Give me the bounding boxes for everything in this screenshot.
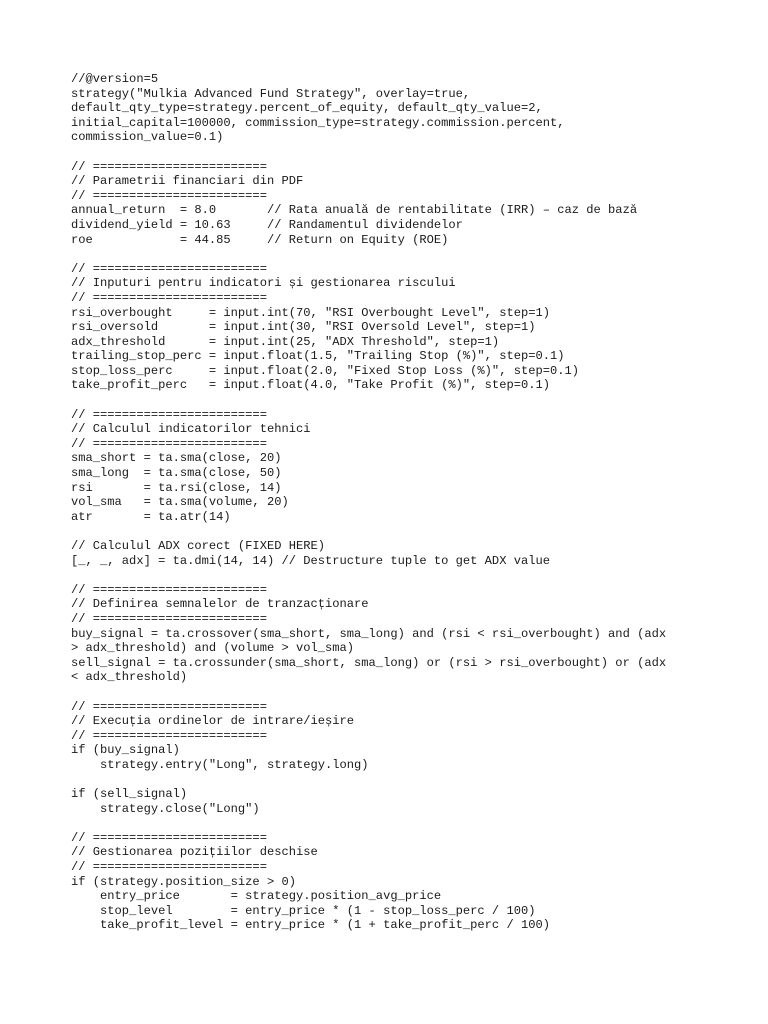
code-line: [_, _, adx] = ta.dmi(14, 14) // Destructure tuple to get ADX value	[71, 553, 550, 568]
code-line: // ========================	[71, 611, 267, 626]
code-line	[71, 145, 701, 160]
code-line: // ========================	[71, 261, 267, 276]
code-line	[71, 773, 701, 788]
code-line: default_qty_type=strategy.percent_of_equity, default_qty_value=2,	[71, 101, 543, 116]
code-line: rsi_overbought = input.int(70, "RSI Overbought Level", step=1)	[71, 305, 550, 320]
code-line: entry_price = strategy.position_avg_price	[71, 889, 442, 904]
code-line: // Definirea semnalelor de tranzacționare	[71, 597, 369, 612]
code-line: // Gestionarea pozițiilor deschise	[71, 845, 318, 860]
code-line: dividend_yield = 10.63 // Randamentul dividendelor	[71, 217, 463, 232]
code-line	[71, 247, 701, 262]
code-line: // Execuția ordinelor de intrare/ieșire	[71, 714, 355, 729]
code-line: // ========================	[71, 188, 267, 203]
code-line: strategy("Mulkia Advanced Fund Strategy", overlay=true,	[71, 86, 471, 101]
code-line: // ========================	[71, 830, 267, 845]
code-line: if (buy_signal)	[71, 743, 180, 758]
code-line	[71, 393, 701, 408]
code-line: atr = ta.atr(14)	[71, 509, 231, 524]
code-line: // Calculul indicatorilor tehnici	[71, 422, 311, 437]
code-line: trailing_stop_perc = input.float(1.5, "Trailing Stop (%)", step=0.1)	[71, 349, 565, 364]
code-line: // ========================	[71, 699, 267, 714]
code-line: if (strategy.position_size > 0)	[71, 874, 296, 889]
code-line: strategy.entry("Long", strategy.long)	[71, 757, 369, 772]
code-line: < adx_threshold)	[71, 670, 188, 685]
code-line: buy_signal = ta.crossover(sma_short, sma_long) and (rsi < rsi_overbought) and (adx	[71, 626, 667, 641]
code-line: stop_loss_perc = input.float(2.0, "Fixed Stop Loss (%)", step=0.1)	[71, 363, 580, 378]
code-line: take_profit_level = entry_price * (1 + take_profit_perc / 100)	[71, 918, 550, 933]
code-line: rsi_oversold = input.int(30, "RSI Oversold Level", step=1)	[71, 320, 536, 335]
code-line: // Parametrii financiari din PDF	[71, 174, 304, 189]
code-line	[71, 524, 701, 539]
code-line: // ========================	[71, 290, 267, 305]
code-line: // ========================	[71, 436, 267, 451]
code-block	[71, 72, 701, 933]
code-line	[71, 568, 701, 583]
code-line: sell_signal = ta.crossunder(sma_short, sma_long) or (rsi > rsi_overbought) or (adx	[71, 655, 667, 670]
code-line: rsi = ta.rsi(close, 14)	[71, 480, 282, 495]
code-line: // ========================	[71, 728, 267, 743]
code-line: commission_value=0.1)	[71, 130, 224, 145]
code-line: // ========================	[71, 159, 267, 174]
code-line: initial_capital=100000, commission_type=strategy.commission.percent,	[71, 115, 565, 130]
code-line: sma_long = ta.sma(close, 50)	[71, 466, 282, 481]
code-line: sma_short = ta.sma(close, 20)	[71, 451, 282, 466]
code-line: // Inputuri pentru indicatori și gestionarea riscului	[71, 276, 456, 291]
code-line: adx_threshold = input.int(25, "ADX Threshold", step=1)	[71, 334, 500, 349]
code-line: // ========================	[71, 860, 267, 875]
code-line: //@version=5	[71, 72, 159, 86]
code-line: annual_return = 8.0 // Rata anuală de rentabilitate (IRR) – caz de bază	[71, 203, 638, 218]
code-line: take_profit_perc = input.float(4.0, "Take Profit (%)", step=0.1)	[71, 378, 550, 393]
code-line: // ========================	[71, 407, 267, 422]
code-line	[71, 685, 701, 700]
code-line: // ========================	[71, 582, 267, 597]
code-line: stop_level = entry_price * (1 - stop_loss_perc / 100)	[71, 903, 536, 918]
code-line: if (sell_signal)	[71, 787, 188, 802]
code-line: roe = 44.85 // Return on Equity (ROE)	[71, 232, 449, 247]
code-line: // Calculul ADX corect (FIXED HERE)	[71, 539, 326, 553]
code-line: > adx_threshold) and (volume > vol_sma)	[71, 641, 355, 656]
code-line: strategy.close("Long")	[71, 801, 260, 816]
code-line	[71, 816, 701, 831]
code-line: vol_sma = ta.sma(volume, 20)	[71, 495, 289, 510]
